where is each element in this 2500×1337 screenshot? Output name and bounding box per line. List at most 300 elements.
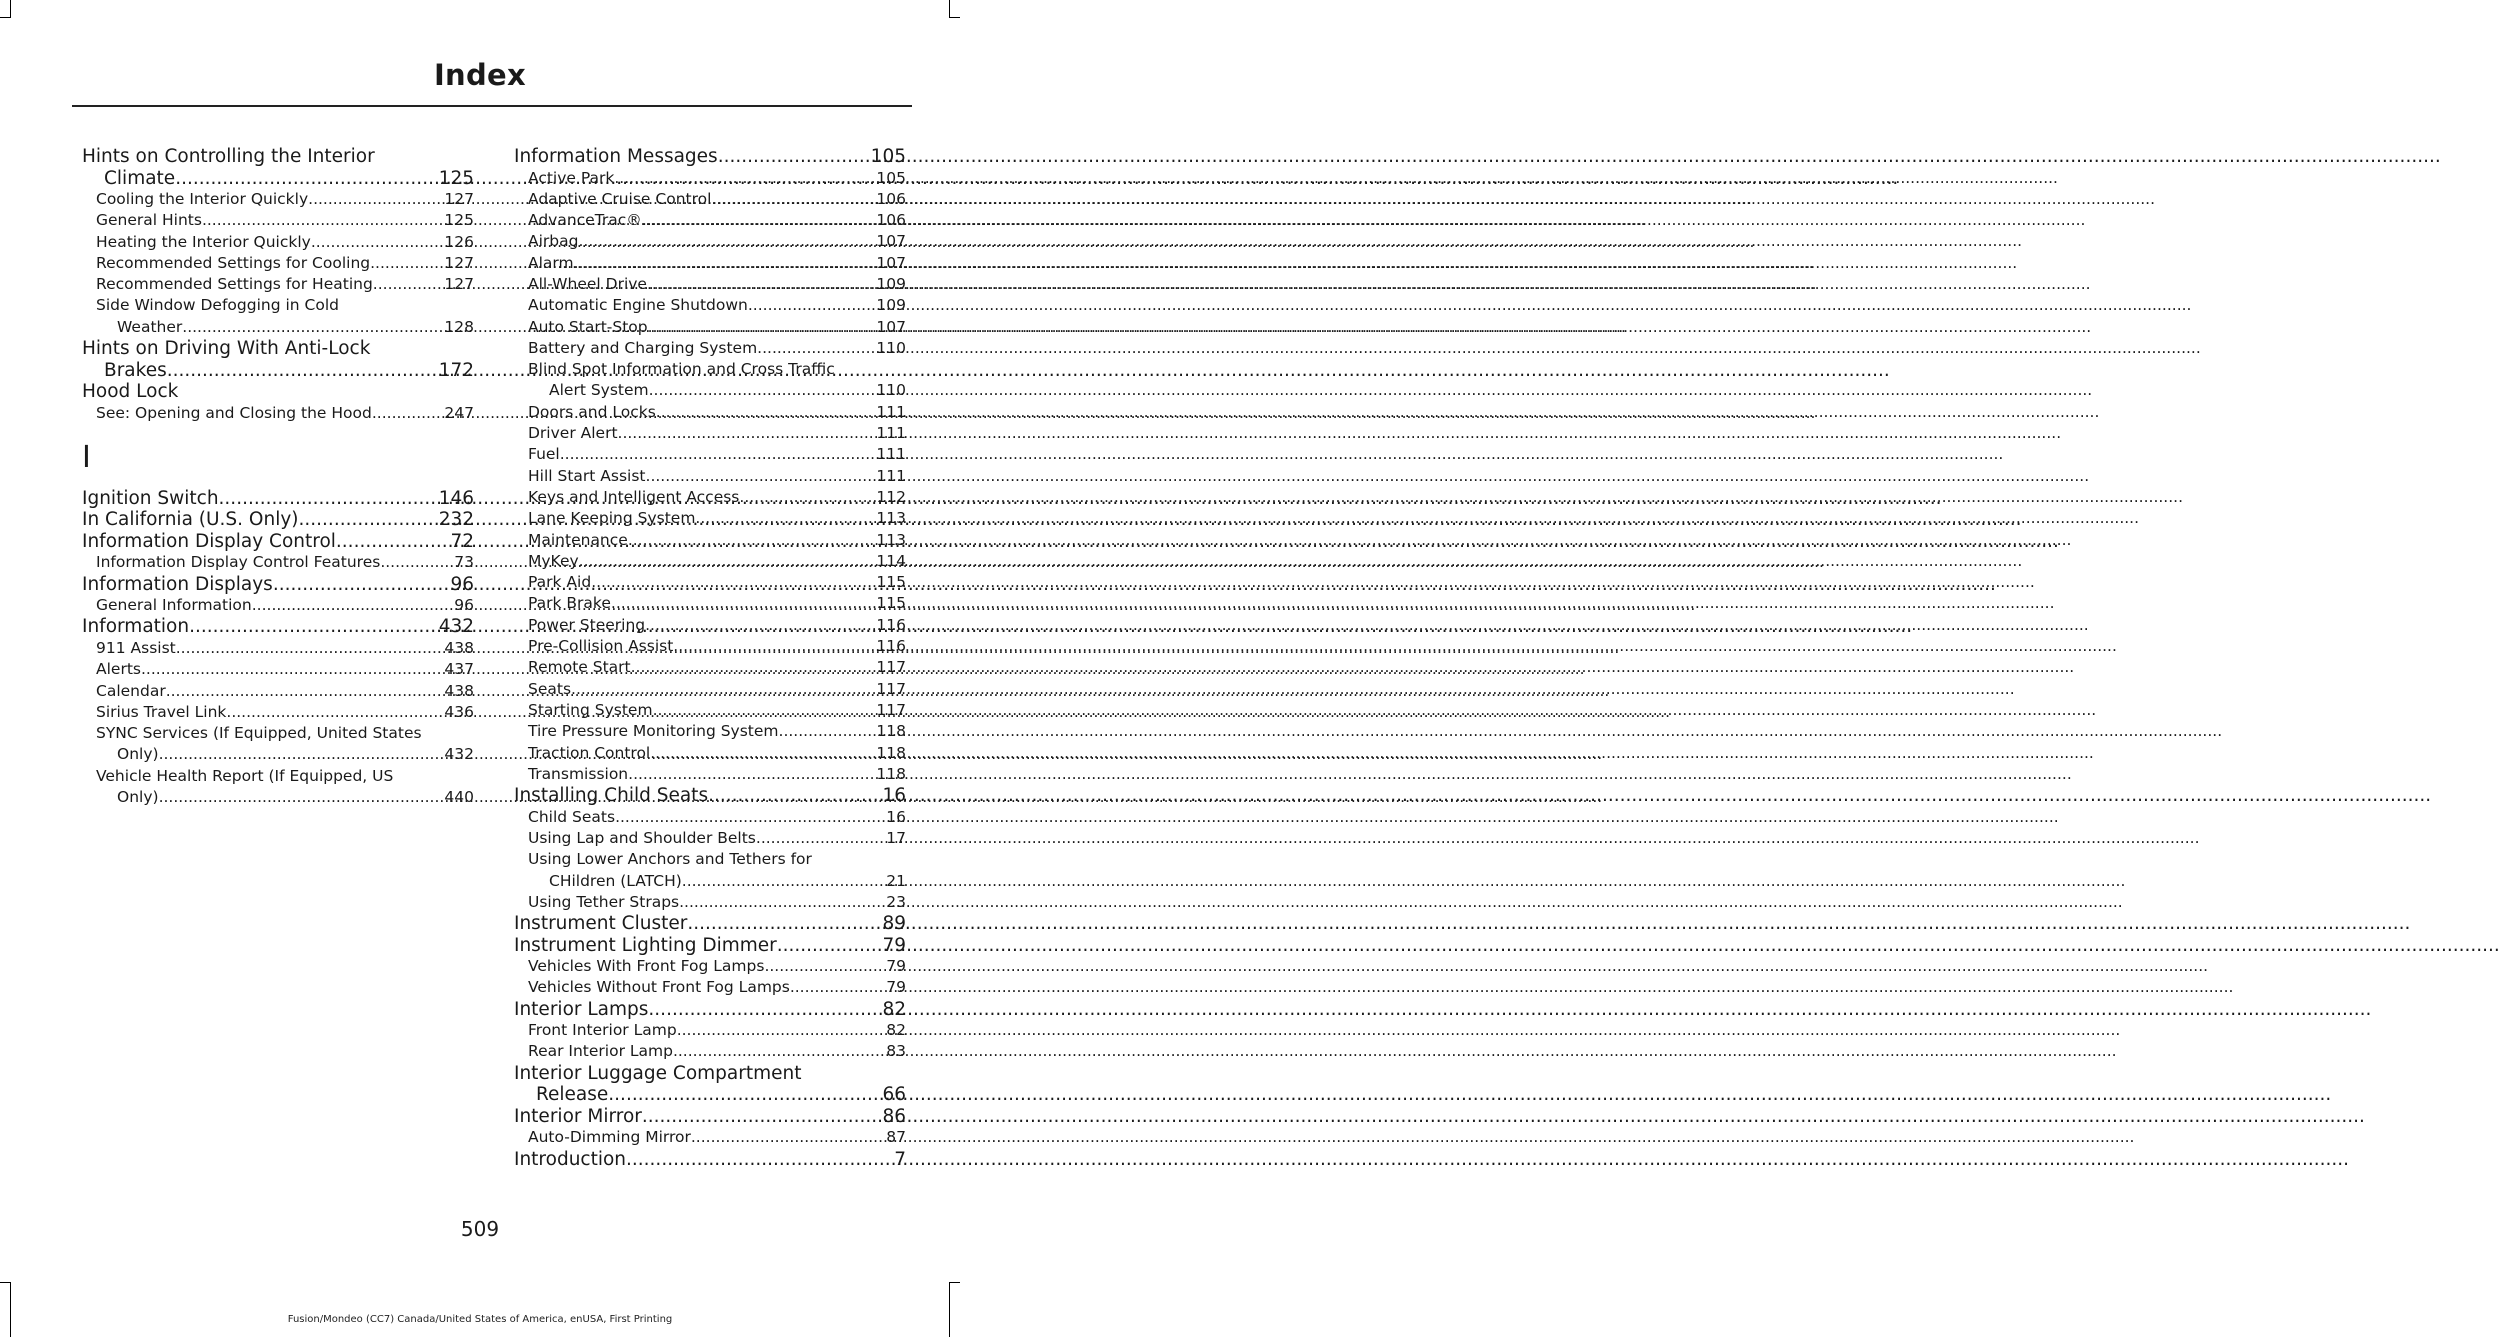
dot-leader	[628, 764, 876, 785]
index-entry-text: Brakes	[104, 359, 167, 381]
dot-leader	[311, 232, 445, 253]
crop-mark-top-right	[949, 17, 960, 18]
index-entry-text: Child Seats	[528, 807, 616, 826]
index-subentry-first-line: Side Window Defogging in Cold	[96, 296, 339, 315]
index-entry-text: Information Display Control	[82, 530, 336, 552]
dot-leader	[645, 615, 876, 636]
index-subentry[interactable]	[514, 210, 906, 231]
index-entry-line	[528, 189, 906, 210]
index-entry[interactable]	[514, 999, 906, 1021]
index-entry-text: Front Interior Lamp	[528, 1021, 677, 1040]
index-subentry[interactable]	[82, 681, 474, 702]
footer-text: Fusion/Mondeo (CC7) Canada/United States of America, enUSA, First Printing	[287, 1314, 673, 1325]
index-entry-page: 21	[886, 871, 906, 890]
dot-leader	[650, 743, 876, 764]
index-subentry[interactable]	[514, 423, 906, 444]
index-entry-line	[96, 702, 474, 723]
index-entry-line	[528, 466, 906, 487]
index-entry-page: 66	[882, 1084, 906, 1106]
dot-leader	[648, 317, 877, 338]
index-entry-page: 89	[882, 913, 906, 935]
index-entry-page: 106	[876, 211, 906, 230]
index-entry-page: 437	[444, 660, 474, 679]
dot-leader	[626, 1149, 894, 1171]
index-entry-line	[96, 232, 474, 253]
index-entry-page: 96	[450, 573, 474, 595]
index-entry-page: 111	[876, 445, 906, 464]
index-entry-text: Introduction	[514, 1148, 627, 1170]
index-subentry[interactable]	[514, 657, 906, 678]
index-entry[interactable]	[82, 509, 474, 531]
index-entry-line	[82, 488, 474, 510]
dot-leader	[673, 636, 876, 657]
index-entry-line	[514, 935, 906, 957]
index-entry-page: 82	[882, 998, 906, 1020]
dot-leader	[649, 380, 877, 401]
page-title: Index	[433, 58, 527, 92]
index-entry-line	[528, 530, 906, 551]
index-entry-line	[96, 189, 474, 210]
dot-leader	[560, 444, 877, 465]
dot-leader	[779, 721, 877, 742]
index-subentry[interactable]	[514, 530, 906, 551]
index-entry-page: 105	[870, 146, 906, 167]
index-entry-page: 109	[876, 274, 906, 293]
index-subentry[interactable]	[82, 253, 474, 274]
index-entry-page: 117	[876, 700, 906, 719]
dot-leader	[308, 189, 444, 210]
index-entry-line	[528, 210, 906, 231]
index-entry-text: Doors and Locks	[528, 402, 656, 421]
dot-leader	[647, 274, 876, 295]
index-entry-line	[96, 403, 474, 424]
index-subentry[interactable]	[514, 807, 906, 828]
index-entry-text: Tire Pressure Monitoring System	[528, 722, 779, 741]
index-entry-line	[528, 444, 906, 465]
dot-leader	[642, 1106, 883, 1128]
index-entry-text: Park Brake	[528, 594, 611, 613]
index-entry-page: 128	[444, 317, 474, 336]
index-entry-text: General Information	[96, 596, 252, 615]
index-entry-page: 79	[882, 934, 906, 956]
index-subentry[interactable]	[514, 892, 906, 913]
index-entry-page: 247	[444, 403, 474, 422]
index-entry-text: Traction Control	[528, 743, 651, 762]
index-subentry[interactable]	[514, 1127, 906, 1148]
index-entry-page: 111	[876, 466, 906, 485]
index-entry-page: 112	[876, 487, 906, 506]
index-entry-text: Fuel	[528, 445, 560, 464]
index-entry[interactable]	[82, 616, 474, 638]
index-entry-line	[528, 615, 906, 636]
index-entry-text: Information Messages	[514, 146, 718, 167]
index-subentry[interactable]	[514, 317, 906, 338]
index-entry-page: 127	[444, 253, 474, 272]
index-entry-page: 16	[886, 807, 906, 826]
index-entry-page: 113	[876, 530, 906, 549]
dot-leader	[708, 785, 882, 807]
index-entry[interactable]	[514, 1106, 906, 1128]
crop-mark-bottom-left	[0, 1282, 11, 1283]
index-entry-page: 432	[438, 616, 474, 638]
index-subentry[interactable]	[514, 168, 906, 189]
index-entry-text: Lane Keeping System	[528, 509, 696, 528]
index-entry-title-first-line: Hints on Driving With Anti-Lock	[82, 338, 371, 360]
index-subentry-first-line: Vehicle Health Report (If Equipped, US	[96, 766, 394, 785]
dot-leader	[167, 360, 439, 382]
dot-leader	[646, 466, 877, 487]
index-subentry[interactable]	[514, 828, 906, 849]
index-entry-page: 17	[886, 828, 906, 847]
index-entry-line	[528, 828, 906, 849]
crop-mark-top-right	[949, 0, 950, 18]
index-subentry[interactable]	[514, 721, 906, 742]
index-entry-line	[514, 1084, 906, 1106]
index-entry-page: 73	[454, 553, 474, 572]
index-entry-text: Weather	[117, 317, 183, 336]
index-entry-page: 113	[876, 509, 906, 528]
index-subentry[interactable]	[514, 764, 906, 785]
index-subentry[interactable]	[514, 189, 906, 210]
index-entry[interactable]	[82, 146, 474, 189]
index-subentry[interactable]	[514, 679, 906, 700]
index-entry-text: Starting System	[528, 700, 653, 719]
index-entry-text: Vehicles With Front Fog Lamps	[528, 957, 765, 976]
dot-leader	[226, 702, 444, 723]
index-entry-page: 432	[444, 745, 474, 764]
dot-leader	[574, 253, 877, 274]
dot-leader	[628, 530, 877, 551]
index-column-left	[82, 146, 474, 808]
index-entry-line	[514, 785, 906, 807]
index-entry-page: 440	[444, 788, 474, 807]
index-entry-text: Power Steering	[528, 615, 646, 634]
index-subentry[interactable]	[514, 253, 906, 274]
index-entry-text: Recommended Settings for Heating	[96, 275, 373, 294]
index-entry[interactable]	[514, 785, 906, 807]
index-subentry[interactable]	[514, 487, 906, 508]
crop-mark-bottom-right	[949, 1282, 950, 1337]
index-entry-page: 110	[876, 338, 906, 357]
index-entry-text: Keys and Intelligent Access	[528, 487, 740, 506]
index-subentry[interactable]	[82, 552, 474, 573]
index-entry[interactable]	[82, 531, 474, 553]
dot-leader	[159, 744, 445, 765]
index-entry[interactable]	[82, 574, 474, 596]
crop-mark-bottom-right	[949, 1282, 960, 1283]
dot-leader	[615, 807, 886, 828]
index-entry-page: 107	[876, 232, 906, 251]
index-entry-page: 115	[876, 594, 906, 613]
index-subentry[interactable]	[514, 508, 906, 529]
index-entry-text: Only)	[117, 745, 159, 764]
crop-mark-top-left	[10, 0, 11, 18]
dot-leader	[608, 1084, 882, 1106]
dot-leader	[273, 574, 451, 596]
dot-leader	[299, 509, 439, 531]
crop-mark-top-left	[0, 17, 11, 18]
index-entry-page: 126	[444, 232, 474, 251]
index-entry-line	[96, 744, 474, 765]
index-entry-line	[528, 380, 906, 401]
index-entry-line	[96, 638, 474, 659]
index-entry-text: Recommended Settings for Cooling	[96, 253, 371, 272]
dot-leader	[653, 700, 877, 721]
index-entry-text: Vehicles Without Front Fog Lamps	[528, 978, 790, 997]
index-entry-text: Calendar	[96, 681, 166, 700]
index-entry-page: 111	[876, 424, 906, 443]
index-subentry[interactable]	[514, 593, 906, 614]
index-subentry[interactable]	[82, 702, 474, 723]
index-entry-line	[528, 1127, 906, 1148]
index-entry-text: See: Opening and Closing the Hood	[96, 403, 372, 422]
index-subentry[interactable]	[514, 402, 906, 423]
index-subentry[interactable]	[514, 466, 906, 487]
index-subentry[interactable]	[82, 638, 474, 659]
dot-leader	[373, 274, 445, 295]
index-entry-line	[528, 338, 906, 359]
index-entry-page: 111	[876, 402, 906, 421]
index-entry-line	[528, 231, 906, 252]
index-subentry[interactable]	[82, 403, 474, 424]
index-entry-text: Auto Start-Stop	[528, 317, 648, 336]
dot-leader	[141, 659, 444, 680]
index-entry-line	[528, 657, 906, 678]
index-entry-text: Ignition Switch	[82, 487, 219, 509]
dot-leader	[370, 253, 444, 274]
index-entry-page: 125	[444, 211, 474, 230]
dot-leader	[176, 638, 445, 659]
index-entry-text: Alerts	[96, 660, 141, 679]
index-entry[interactable]	[514, 1149, 906, 1171]
index-entry-page: 118	[876, 764, 906, 783]
index-entry-text: Park Aid	[528, 573, 592, 592]
index-entry-page: 23	[886, 892, 906, 911]
dot-leader	[718, 146, 871, 168]
index-subentry[interactable]	[514, 849, 906, 892]
dot-leader	[777, 935, 883, 957]
index-entry-line	[528, 508, 906, 529]
index-subentry-first-line: Blind Spot Information and Cross Traffic	[528, 360, 835, 379]
index-entry-line	[82, 509, 474, 531]
dot-leader	[642, 210, 877, 231]
dot-leader	[372, 403, 445, 424]
index-entry-line	[528, 317, 906, 338]
index-entry-text: General Hints	[96, 211, 202, 230]
dot-leader	[591, 572, 876, 593]
index-entry-line	[82, 531, 474, 553]
index-entry-text: Adaptive Cruise Control	[528, 189, 712, 208]
index-entry-line	[528, 487, 906, 508]
index-subentry-first-line: Using Lower Anchors and Tethers for	[528, 850, 812, 869]
dot-leader	[682, 871, 886, 892]
index-entry-line	[528, 764, 906, 785]
index-entry-line	[528, 423, 906, 444]
index-subentry[interactable]	[82, 232, 474, 253]
index-entry-text: Hill Start Assist	[528, 466, 646, 485]
index-entry-page: 82	[886, 1021, 906, 1040]
index-entry-line	[96, 595, 474, 616]
index-entry-page: 438	[444, 638, 474, 657]
dot-leader	[656, 402, 877, 423]
index-entry-line	[528, 402, 906, 423]
index-entry-text: Information	[82, 616, 190, 638]
index-entry-text: In California (U.S. Only)	[82, 509, 299, 531]
index-entry-page: 106	[876, 189, 906, 208]
index-entry-text: Instrument Cluster	[514, 913, 688, 935]
index-subentry[interactable]	[82, 274, 474, 295]
index-entry[interactable]	[82, 488, 474, 510]
dot-leader	[756, 828, 886, 849]
dot-leader	[631, 657, 877, 678]
title-divider	[72, 105, 912, 107]
index-entry-page: 83	[886, 1042, 906, 1061]
index-entry-text: Installing Child Seats	[514, 785, 709, 807]
index-entry-text: Interior Lamps	[514, 998, 649, 1020]
dot-leader	[611, 593, 877, 614]
index-entry-text: Rear Interior Lamp	[528, 1042, 673, 1061]
index-entry-text: Instrument Lighting Dimmer	[514, 934, 777, 956]
index-entry-text: Using Tether Straps	[528, 892, 680, 911]
index-subentry[interactable]	[514, 977, 906, 998]
index-subentry[interactable]	[514, 572, 906, 593]
index-entry[interactable]	[514, 146, 906, 168]
index-subentry[interactable]	[514, 231, 906, 252]
index-entry-line	[528, 253, 906, 274]
index-entry-page: 116	[876, 615, 906, 634]
index-subentry[interactable]	[514, 1041, 906, 1062]
dot-leader	[790, 977, 886, 998]
index-entry-text: Information Display Control Features	[96, 553, 381, 572]
index-entry-page: 72	[450, 530, 474, 552]
index-entry-page: 114	[876, 551, 906, 570]
index-entry-text: Climate	[104, 167, 176, 189]
index-entry-text: Seats	[528, 679, 572, 698]
dot-leader	[166, 681, 445, 702]
index-entry-page: 79	[886, 978, 906, 997]
index-subentry[interactable]	[514, 359, 906, 402]
index-entry-text: Automatic Engine Shutdown	[528, 296, 748, 315]
index-subentry[interactable]	[514, 743, 906, 764]
index-entry-text: Airbag	[528, 232, 579, 251]
index-entry-line	[96, 317, 474, 338]
dot-leader	[571, 679, 876, 700]
index-entry-page: 86	[882, 1105, 906, 1127]
index-entry-text: Information Displays	[82, 573, 273, 595]
index-entry-page: 109	[876, 296, 906, 315]
index-subentry[interactable]	[82, 210, 474, 231]
dot-leader	[739, 487, 876, 508]
index-subentry[interactable]	[82, 659, 474, 680]
index-subentry[interactable]	[82, 189, 474, 210]
dot-leader	[748, 295, 877, 316]
dot-leader	[679, 892, 886, 913]
index-entry[interactable]	[514, 1063, 906, 1106]
index-entry-line	[528, 636, 906, 657]
index-entry-line	[514, 1149, 906, 1171]
index-entry-page: 115	[876, 573, 906, 592]
index-entry-page: 117	[876, 679, 906, 698]
index-entry-page: 105	[876, 168, 906, 187]
index-entry-text: CHildren (LATCH)	[549, 871, 682, 890]
index-entry-text: AdvanceTrac®	[528, 211, 642, 230]
index-entry-line	[96, 274, 474, 295]
index-entry-text: 911 Assist	[96, 638, 176, 657]
index-entry-text: Driver Alert	[528, 424, 618, 443]
index-entry[interactable]	[82, 338, 474, 381]
index-entry-line	[82, 616, 474, 638]
dot-leader	[189, 616, 439, 638]
index-entry-line	[96, 659, 474, 680]
index-entry-line	[528, 892, 906, 913]
index-entry-line	[528, 168, 906, 189]
index-entry-page: 16	[882, 785, 906, 807]
index-entry-line	[528, 274, 906, 295]
dot-leader	[695, 508, 876, 529]
index-entry-page: 436	[444, 702, 474, 721]
index-entry-text: Battery and Charging System	[528, 338, 758, 357]
index-entry-text: Pre-Collision Assist	[528, 637, 674, 656]
index-subentry[interactable]	[82, 766, 474, 809]
index-entry-page: 127	[444, 190, 474, 208]
index-entry[interactable]	[514, 935, 906, 957]
index-subentry[interactable]	[514, 274, 906, 295]
index-entry-heading: Hood Lock	[82, 381, 179, 403]
index-entry-text: Release	[536, 1084, 609, 1106]
index-entry[interactable]	[514, 913, 906, 935]
index-subentry[interactable]	[514, 636, 906, 657]
index-subentry[interactable]	[514, 700, 906, 721]
index-subentry[interactable]	[514, 1020, 906, 1041]
index-entry-page: 116	[876, 637, 906, 656]
index-entry-page: 87	[886, 1128, 906, 1147]
index-entry-line	[528, 551, 906, 572]
index-entry-page: 79	[886, 957, 906, 976]
index-entry-line	[528, 977, 906, 998]
index-entry-line	[82, 168, 474, 190]
index-entry-line	[528, 593, 906, 614]
index-entry-title-first-line: Interior Luggage Compartment	[514, 1062, 802, 1084]
index-entry-text: Transmission	[528, 764, 629, 783]
index-entry-page: 127	[444, 275, 474, 294]
index-entry-line	[96, 210, 474, 231]
index-subentry[interactable]	[514, 295, 906, 316]
index-subentry[interactable]	[514, 615, 906, 636]
dot-leader	[711, 189, 876, 210]
index-subentry[interactable]	[514, 444, 906, 465]
index-entry-page: 146	[438, 487, 474, 509]
index-entry-text: Remote Start	[528, 658, 631, 677]
index-entry-line	[96, 253, 474, 274]
dot-leader	[648, 999, 882, 1021]
index-subentry[interactable]	[82, 595, 474, 616]
index-entry-text: Active Park	[528, 168, 615, 187]
dot-leader	[677, 1020, 887, 1041]
index-subentry[interactable]	[514, 551, 906, 572]
index-subentry[interactable]	[514, 956, 906, 977]
index-entry-page: 107	[876, 317, 906, 336]
index-entry-line	[514, 1106, 906, 1128]
index-entry-page: 232	[438, 509, 474, 531]
index-subentry-first-line: SYNC Services (If Equipped, United States	[96, 724, 422, 743]
index-subentry[interactable]	[82, 295, 474, 338]
index-entry-line	[528, 721, 906, 742]
index-subentry[interactable]	[82, 723, 474, 766]
index-entry-text: All-Wheel Drive	[528, 274, 647, 293]
index-entry-line	[528, 1041, 906, 1062]
index-entry-page: 117	[876, 658, 906, 677]
index-subentry[interactable]	[514, 338, 906, 359]
